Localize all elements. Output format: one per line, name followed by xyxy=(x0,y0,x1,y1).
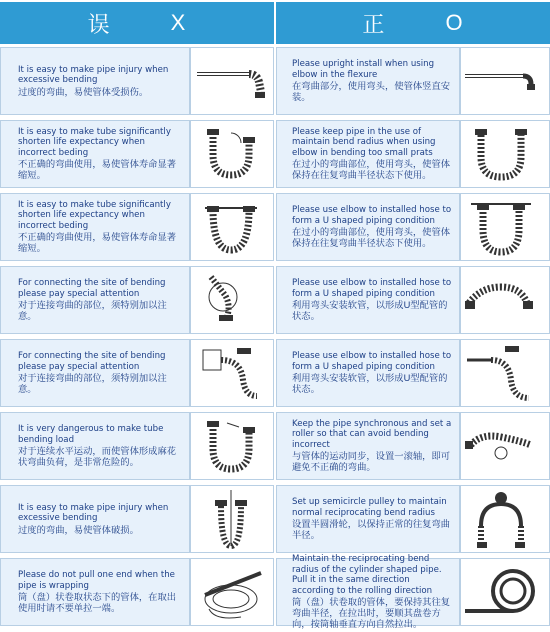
correct-text-cn: 在过小的弯曲部位，使用弯头，使管体保持在往复弯曲半径状态下使用。 xyxy=(292,227,451,248)
wrong-header-char: 误 xyxy=(87,11,111,37)
wrong-text-cn: 筒（盘）状卷取状态下的管体，在取出使用时请不要单拉一端。 xyxy=(18,592,177,613)
wrong-text-en: Please do not pull one end when the pipe is wrapping xyxy=(18,570,175,591)
tube-semicircle-pulley-icon xyxy=(460,485,550,553)
wrong-header-mark: X xyxy=(170,10,187,35)
correct-text-cn: 在过小的弯曲部位，使用弯头，使管体保持在往复弯曲半径状态下使用。 xyxy=(292,159,451,181)
correct-text-cn: 利用弯头安装软管，以形成U型配管的状态。 xyxy=(292,373,448,394)
correct-text-en: Set up semicircle pulley to maintain normal reciprocating bend radius xyxy=(292,497,447,518)
correct-text-en: Please keep pipe in the use of maintain bend radius when using elbow in bending too small prats xyxy=(292,126,436,158)
correct-text-cn: 在弯曲部分，使用弯头，使管体竖直安装。 xyxy=(292,81,451,102)
tube-pulley-wrong-icon xyxy=(190,485,274,553)
correct-text-en: Please use elbow to installed hose to form a U shaped piping condition xyxy=(292,278,452,299)
tube-u-elbow-icon xyxy=(460,193,550,261)
correct-text-cn: 利用弯头安装软管，以形成U型配管的状态。 xyxy=(292,300,448,321)
guide-row xyxy=(0,485,550,553)
tube-connection-elbow-icon xyxy=(460,266,550,334)
wrong-text-cn: 不正确的弯曲使用，易使管体寿命显著缩短。 xyxy=(18,232,177,254)
guide-row xyxy=(0,266,550,334)
wrong-text-cn: 对于连接弯曲的部位，须特别加以注意。 xyxy=(18,300,167,321)
correct-text-en: Maintain the reciprocating bend radius of the cylinder shaped pipe. Pull it in the same direction according to the rolling direction xyxy=(292,554,442,596)
tube-u-wrong-icon xyxy=(190,193,274,261)
wrong-text-cn: 对于连续水平运动，而使管体形成麻花状弯曲负荷，是非常危险的。 xyxy=(18,446,177,467)
wrong-text-cn: 不正确的弯曲使用，易使管体寿命显著缩短。 xyxy=(18,159,177,181)
tube-sharp-bend-icon xyxy=(190,47,274,115)
wrong-text-cn: 过度的弯曲，易使管体破损。 xyxy=(18,524,139,535)
tube-connection-wrong-icon xyxy=(190,266,274,334)
correct-text-en: Keep the pipe synchronous and set a roller so that can avoid bending incorrect xyxy=(292,418,452,450)
correct-text-cn: 与管体的运动同步，设置一滚轴，即可避免不正确的弯曲。 xyxy=(292,451,451,473)
guide-row xyxy=(0,120,550,188)
wrong-text-en: It is easy to make pipe injury when excessive bending xyxy=(18,502,169,523)
correct-text-cn: 设置半圆滑轮，以保持正常的往复弯曲半径。 xyxy=(292,519,451,540)
wrong-header xyxy=(0,2,274,44)
tube-elbow-radius-icon xyxy=(460,120,550,188)
wrong-text-en: For connecting the site of bending please pay special attention xyxy=(18,351,166,372)
wrong-text-en: It is very dangerous to make tube bending load xyxy=(18,424,164,445)
tube-straight-elbow-icon xyxy=(460,47,550,115)
tube-coil-pull-icon xyxy=(190,558,274,626)
correct-text-cn: 筒（盘）状卷取的管体，要保持其往复弯曲半径，在拉出时，要顺其盘卷方向，按筒轴垂直方向自然拉出。 xyxy=(292,597,451,629)
tube-small-radius-icon xyxy=(190,120,274,188)
guide-row xyxy=(0,47,550,115)
wrong-text-en: It is easy to make pipe injury when excessive bending xyxy=(18,64,169,85)
wrong-text-cn: 过度的弯曲，易使管体受损伤。 xyxy=(18,86,149,97)
correct-header-char: 正 xyxy=(362,11,386,37)
wrong-text-en: For connecting the site of bending please pay special attention xyxy=(18,278,166,299)
wrong-text-en: It is easy to make tube significantly shorten life expectancy when incorrect beding xyxy=(18,126,171,158)
tube-hanging-wrong-icon xyxy=(190,339,274,407)
correct-text-en: Please upright install when using elbow in the flexure xyxy=(292,59,435,80)
tube-coil-roll-icon xyxy=(460,558,550,626)
guide-row xyxy=(0,193,550,261)
wrong-text-en: It is easy to make tube significantly shorten life expectancy when incorrect beding xyxy=(18,199,171,231)
correct-header-mark: O xyxy=(445,10,464,35)
guide-row xyxy=(0,339,550,407)
correct-text-en: Please use elbow to installed hose to form a U shaped piping condition xyxy=(292,205,452,226)
guide-row xyxy=(0,554,550,629)
correct-header xyxy=(276,2,550,44)
tube-roller-icon xyxy=(460,412,550,480)
tube-hanging-elbow-icon xyxy=(460,339,550,407)
correct-text-en: Please use elbow to installed hose to form a U shaped piping condition xyxy=(292,351,452,372)
wrong-text-cn: 对于连接弯曲的部位，须特别加以注意。 xyxy=(18,373,167,394)
tube-twist-load-icon xyxy=(190,412,274,480)
guide-row xyxy=(0,412,550,480)
